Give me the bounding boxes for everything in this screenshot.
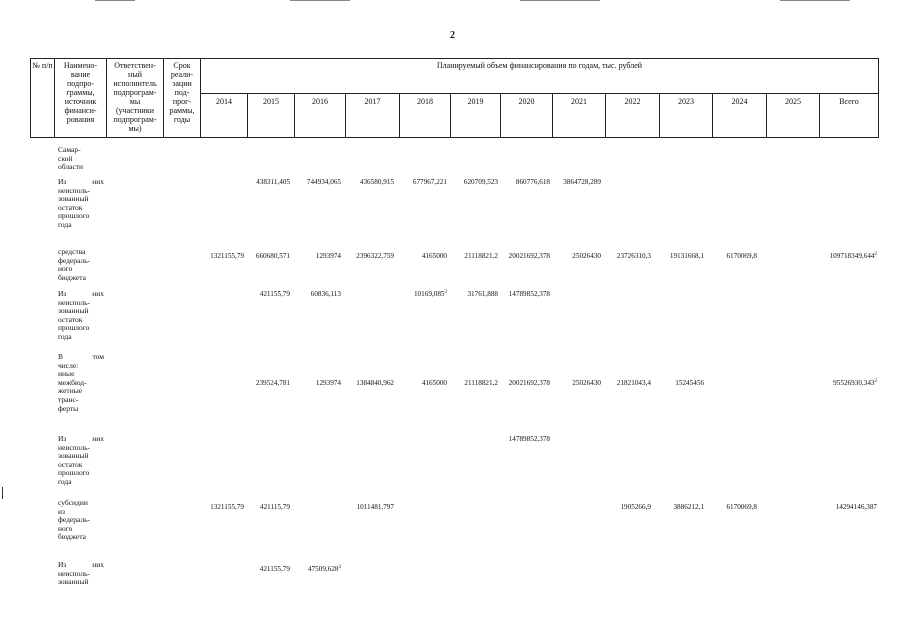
row-label-line: года bbox=[58, 476, 72, 486]
row-label-line: Самар- bbox=[58, 145, 81, 154]
row-label-line: зованный bbox=[58, 577, 89, 587]
cell-value: 620709,523 bbox=[463, 178, 498, 186]
cell-value: 1293974 bbox=[315, 252, 341, 260]
row-label-line: межбюд- bbox=[58, 377, 87, 387]
row-label bbox=[58, 561, 104, 587]
header-executor-line: исполнитель bbox=[113, 79, 157, 88]
row-label-line: числе: bbox=[58, 360, 79, 370]
row-label-line: транс- bbox=[58, 394, 79, 404]
cell-value: 239524,781 bbox=[255, 379, 290, 387]
row-label bbox=[58, 248, 104, 282]
row-label-line: ного bbox=[58, 523, 73, 533]
row-label-line: Из них bbox=[58, 434, 104, 443]
cell-value: 677967,221 bbox=[412, 178, 447, 186]
cell-value: 15245456 bbox=[675, 379, 704, 387]
cell-value: 14789852,378 bbox=[508, 435, 550, 443]
row-label bbox=[58, 435, 104, 487]
header-executor-line: Ответствен- bbox=[114, 61, 156, 70]
cell-value: 4165000 bbox=[421, 379, 447, 387]
cell-value: 436580,915 bbox=[359, 178, 394, 186]
cell-value: 1321155,79 bbox=[210, 503, 244, 511]
cell-value: 109718349,644 bbox=[829, 252, 875, 260]
row-label-line: остаток bbox=[58, 202, 83, 212]
table-cell bbox=[509, 435, 550, 444]
cell-value: 10169,085 bbox=[413, 290, 445, 298]
page-number: 2 bbox=[450, 30, 455, 41]
scan-artifact bbox=[520, 0, 600, 1]
row-label-line: средства bbox=[58, 247, 86, 256]
row-label-line: остаток bbox=[58, 459, 83, 469]
table-cell bbox=[563, 178, 601, 187]
header-executor-line: мы) bbox=[128, 124, 142, 133]
cell-value: 1905266,9 bbox=[620, 503, 651, 511]
table-cell bbox=[617, 252, 651, 261]
row-label bbox=[58, 353, 104, 413]
header-year-cell: Всего bbox=[820, 94, 879, 138]
table-cell bbox=[830, 252, 877, 261]
header-table bbox=[30, 58, 879, 138]
footnote-mark: 2 bbox=[874, 379, 877, 384]
header-term-line: зации bbox=[172, 79, 192, 88]
row-label-line: области bbox=[58, 162, 84, 172]
row-label-line: иные bbox=[58, 369, 75, 379]
header-executor-line: ный bbox=[128, 70, 142, 79]
row-label-line: зованный bbox=[58, 306, 89, 316]
cell-value: 2396322,759 bbox=[356, 252, 394, 260]
cell-value: 860776,618 bbox=[515, 178, 550, 186]
header-year-cell: 2014 bbox=[201, 94, 248, 138]
scan-artifact bbox=[95, 0, 135, 1]
header-year-cell: 2015 bbox=[248, 94, 295, 138]
table-cell bbox=[422, 379, 447, 388]
header-term-line: реали- bbox=[170, 70, 194, 79]
header-year-cell: 2022 bbox=[606, 94, 660, 138]
header-name-line: рования bbox=[66, 115, 95, 124]
table-cell bbox=[260, 290, 290, 299]
header-executor-line: мы bbox=[129, 97, 141, 106]
cell-value: 19131668,1 bbox=[669, 252, 704, 260]
table-cell bbox=[413, 178, 447, 187]
table-cell bbox=[509, 290, 550, 299]
header-executor-line: подпрограм- bbox=[113, 88, 157, 97]
header-year-cell: 2024 bbox=[713, 94, 767, 138]
row-label-line: субсидии bbox=[58, 498, 88, 507]
cell-value: 660680,571 bbox=[255, 252, 290, 260]
table-cell bbox=[356, 379, 394, 388]
cell-value: 60836,113 bbox=[310, 290, 341, 298]
cell-value: 1384840,962 bbox=[356, 379, 394, 387]
header-year-cell: 2025 bbox=[767, 94, 820, 138]
table-cell bbox=[210, 252, 244, 261]
cell-value: 421115,79 bbox=[259, 503, 290, 511]
header-year-cell: 2021 bbox=[553, 94, 606, 138]
header-term-cell bbox=[164, 59, 201, 138]
table-cell bbox=[256, 178, 290, 187]
table-cell bbox=[307, 178, 341, 187]
scan-artifact bbox=[290, 0, 350, 1]
table-cell bbox=[464, 178, 498, 187]
table-cell bbox=[356, 252, 394, 261]
header-year-cell: 2017 bbox=[346, 94, 400, 138]
footnote-mark: 3 bbox=[338, 565, 341, 570]
header-name-cell bbox=[55, 59, 107, 138]
cell-value: 31761,888 bbox=[467, 290, 498, 298]
table-cell bbox=[360, 178, 394, 187]
row-label-line: федераль- bbox=[58, 255, 91, 265]
table-cell bbox=[516, 178, 550, 187]
table-cell bbox=[316, 252, 341, 261]
cell-value: 23726310,3 bbox=[616, 252, 651, 260]
cell-value: 20021692,378 bbox=[508, 252, 550, 260]
header-executor-line: (участники bbox=[115, 106, 154, 115]
row-label-line: неисполь- bbox=[58, 568, 91, 578]
row-label-line: Из них bbox=[58, 177, 104, 186]
table-cell bbox=[620, 503, 651, 512]
cell-value: 14789852,378 bbox=[508, 290, 550, 298]
cell-value: 21118821,2 bbox=[464, 379, 498, 387]
header-term-line: раммы, bbox=[169, 106, 195, 115]
header-executor-line: подпрограм- bbox=[113, 115, 157, 124]
table-cell bbox=[833, 379, 877, 388]
header-name-line: источник bbox=[64, 97, 97, 106]
row-label bbox=[58, 499, 104, 542]
table-cell bbox=[260, 565, 290, 574]
table-cell bbox=[260, 503, 290, 512]
row-label-line: неисполь- bbox=[58, 185, 91, 195]
cell-value: 95526930,343 bbox=[833, 379, 875, 387]
scan-edge-mark bbox=[2, 487, 3, 499]
table-cell bbox=[256, 252, 290, 261]
cell-value: 3886212,1 bbox=[673, 503, 704, 511]
cell-value: 6170069,8 bbox=[726, 503, 757, 511]
header-term-line: под- bbox=[174, 88, 190, 97]
header-name-line: вание bbox=[70, 70, 91, 79]
row-label-line: прошлого bbox=[58, 468, 90, 478]
row-label-line: прошлого bbox=[58, 211, 90, 221]
header-name-line: подпро- bbox=[66, 79, 95, 88]
cell-value: 1321155,79 bbox=[210, 252, 244, 260]
row-label-line: прошлого bbox=[58, 323, 90, 333]
header-funding-cell: Планируемый объем финансирования по годам, тыс. рублей bbox=[201, 59, 879, 94]
header-name-line: граммы, bbox=[66, 88, 95, 97]
header-year-cell: 2020 bbox=[501, 94, 553, 138]
table-cell bbox=[210, 503, 244, 512]
table-cell bbox=[357, 503, 394, 512]
table-cell bbox=[311, 290, 341, 299]
cell-value: 1011481,797 bbox=[356, 503, 394, 511]
table-cell bbox=[308, 565, 341, 574]
table-cell bbox=[726, 252, 757, 261]
table-cell bbox=[509, 252, 550, 261]
table-cell bbox=[670, 252, 704, 261]
header-year-cell: 2016 bbox=[295, 94, 346, 138]
cell-value: 47509,628 bbox=[307, 565, 339, 573]
cell-value: 438311,405 bbox=[256, 178, 290, 186]
row-label-line: ферты bbox=[58, 403, 79, 413]
row-label-line: Из них bbox=[58, 560, 104, 569]
cell-value: 421155,79 bbox=[259, 290, 290, 298]
cell-value: 20021692,378 bbox=[508, 379, 550, 387]
row-label-line: года bbox=[58, 219, 72, 229]
table-cell bbox=[726, 503, 757, 512]
cell-value: 1293974 bbox=[315, 379, 341, 387]
header-executor-cell bbox=[107, 59, 164, 138]
table-cell bbox=[836, 503, 877, 512]
row-label bbox=[58, 178, 104, 230]
row-label-line: неисполь- bbox=[58, 442, 91, 452]
table-cell bbox=[673, 503, 704, 512]
header-term-line: прог- bbox=[172, 97, 192, 106]
cell-value: 6170069,8 bbox=[726, 252, 757, 260]
table-cell bbox=[414, 290, 447, 299]
scan-artifact bbox=[780, 0, 850, 1]
row-label-line: ного bbox=[58, 264, 73, 274]
row-label-line: остаток bbox=[58, 314, 83, 324]
table-cell bbox=[464, 252, 498, 261]
row-label-line: федераль- bbox=[58, 515, 91, 525]
footnote-mark: 2 bbox=[874, 252, 877, 257]
header-year-cell: 2019 bbox=[451, 94, 501, 138]
footnote-mark: 3 bbox=[444, 290, 447, 295]
table-cell bbox=[316, 379, 341, 388]
row-label-line: года bbox=[58, 331, 72, 341]
table-cell bbox=[256, 379, 290, 388]
cell-value: 21118821,2 bbox=[464, 252, 498, 260]
row-label-line: бюджета bbox=[58, 532, 86, 542]
header-year-cell: 2018 bbox=[400, 94, 451, 138]
row-label-line: жетные bbox=[58, 386, 83, 396]
row-label-line: бюджета bbox=[58, 272, 86, 282]
row-label bbox=[58, 146, 104, 172]
table-cell bbox=[617, 379, 651, 388]
cell-value: 4165000 bbox=[421, 252, 447, 260]
table-cell bbox=[422, 252, 447, 261]
row-label bbox=[58, 290, 104, 342]
header-name-line: финанси- bbox=[64, 106, 97, 115]
row-label-line: В том bbox=[58, 352, 104, 361]
row-label-line: зованный bbox=[58, 451, 89, 461]
table-cell bbox=[464, 379, 498, 388]
cell-value: 14294146,387 bbox=[835, 503, 877, 511]
cell-value: 3864728,289 bbox=[563, 178, 601, 186]
table-cell bbox=[509, 379, 550, 388]
header-term-line: Срок bbox=[173, 61, 191, 70]
header-name-line: Наимено- bbox=[63, 61, 98, 70]
row-label-line: неисполь- bbox=[58, 297, 91, 307]
cell-value: 21821043,4 bbox=[616, 379, 651, 387]
row-label-line: зованный bbox=[58, 194, 89, 204]
cell-value: 25026430 bbox=[572, 379, 601, 387]
header-year-cell: 2023 bbox=[660, 94, 713, 138]
cell-value: 744934,065 bbox=[306, 178, 341, 186]
row-label-line: из bbox=[58, 506, 65, 516]
header-term-line: годы bbox=[173, 115, 191, 124]
table-cell bbox=[675, 379, 704, 388]
table-cell bbox=[572, 379, 601, 388]
table-cell bbox=[467, 290, 498, 299]
row-label-line: Из них bbox=[58, 289, 104, 298]
cell-value: 421155,79 bbox=[259, 565, 290, 573]
table-cell bbox=[572, 252, 601, 261]
row-label-line: ской bbox=[58, 153, 73, 163]
header-num-cell: № п/п bbox=[31, 59, 55, 138]
cell-value: 25026430 bbox=[572, 252, 601, 260]
